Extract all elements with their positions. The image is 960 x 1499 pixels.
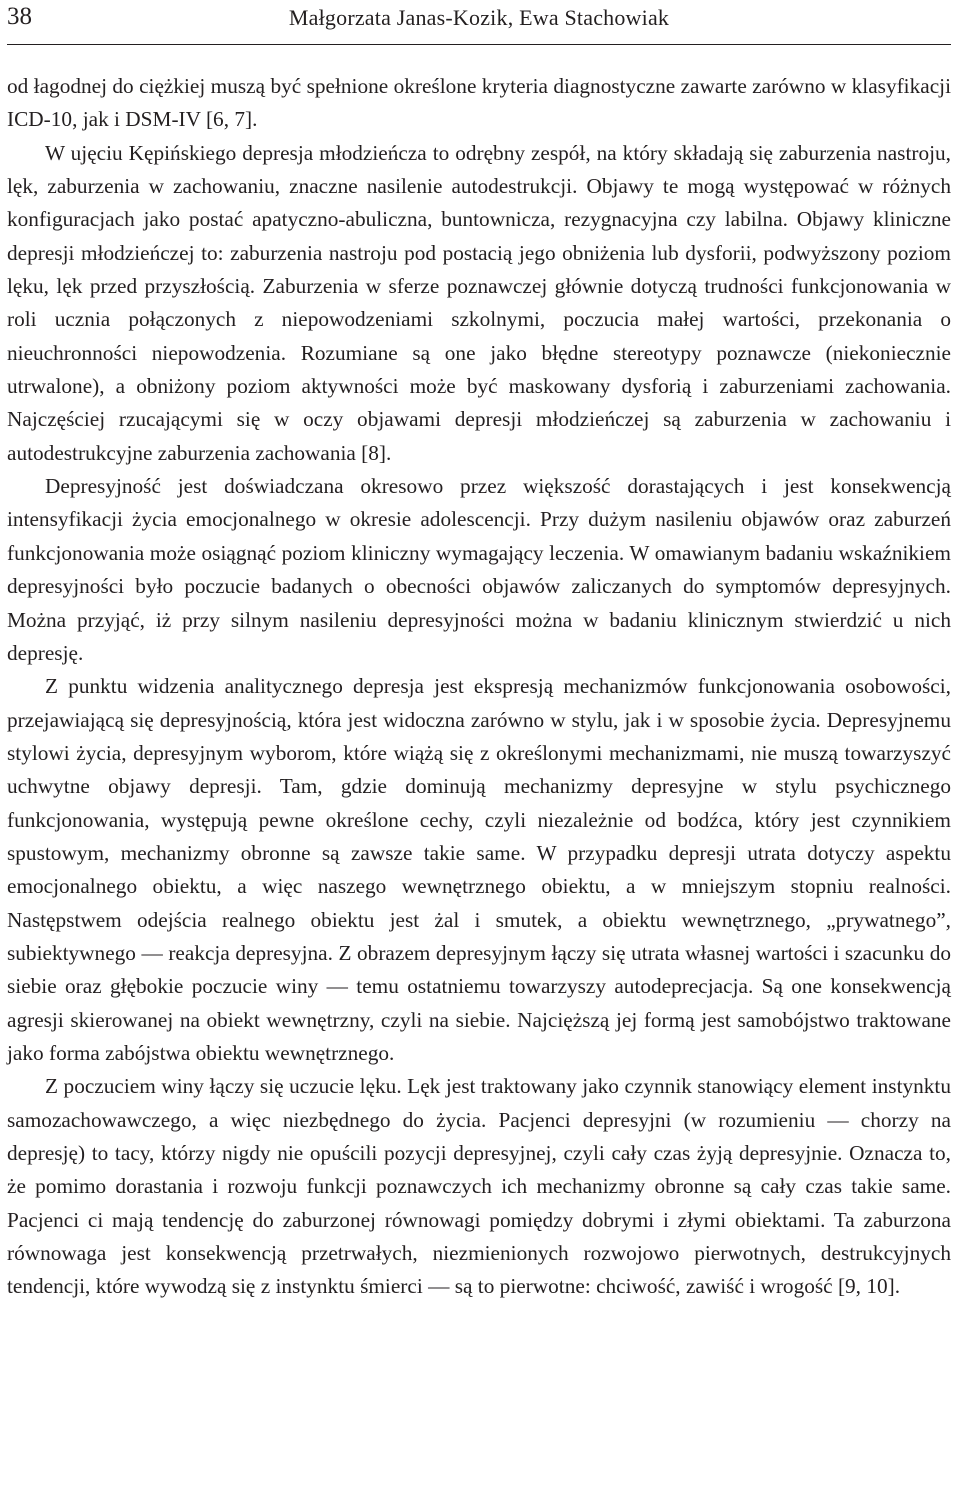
paragraph-depresyjnosc: Depresyjność jest doświadczana okresowo przez większość dorastających i jest konsekwencją intensyfikacji życia emocjonalnego w okresie adolescencji. Przy dużym nasileniu objawów oraz zaburzeń funkcjonowania może osiągnąć poziom kliniczny wymagający leczenia. W omawianym badaniu wskaźnikiem depresyjności było poczucie badanych o obecności objawów zaliczanych do symptomów depresyjnych. Można przyjąć, iż przy silnym nasileniu depresyjności można w badaniu klinicznym stwierdzić u nich depresję. xyxy=(7,474,951,665)
document-page xyxy=(7,0,951,1299)
page-header xyxy=(7,0,951,45)
body-text xyxy=(7,70,951,1304)
paragraph-guilt-anxiety: Z poczuciem winy łączy się uczucie lęku. Lęk jest traktowany jako czynnik stanowiący element instynktu samozachowawczego, a więc niezbędnego do życia. Pacjenci depresyjni (w rozumieniu — chorzy na depresję) to tacy, którzy nigdy nie opuścili pozycji depresyjnej, czyli cały czas żyją depresyjnie. Oznacza to, że pomimo dorastania i rozwoju funkcji poznawczych ich mechanizmy obronne są cały czas takie same. Pacjenci ci mają tendencję do zaburzonej równowagi pomiędzy dobrymi i złymi obiektami. Ta zaburzona równowaga jest konsekwencją przetrwałych, niezmienionych rozwojowo pierwotnych, destrukcyjnych tendencji, które wywodzą się z instynktu śmierci — są to pierwotne: chciwość, zawiść i wrogość [9, 10]. xyxy=(7,1074,951,1299)
paragraph-analytic-view: Z punktu widzenia analitycznego depresja jest ekspresją mechanizmów funkcjonowania osobowości, przejawiającą się depresyjnością, która jest widoczna zarówno w stylu, jak i w sposobie życia. Depresyjnemu stylowi życia, depresyjnym wyborom, które wiążą się z określonymi mechanizmami, nie muszą towarzyszyć uchwytne objawy depresji. Tam, gdzie dominują mechanizmy depresyjne w stylu psychicznego funkcjonowania, występują pewne określone cechy, czyli niezależnie od bodźca, który jest czynnikiem spustowym, mechanizmy obronne są zawsze takie same. W przypadku depresji utrata dotyczy aspektu emocjonalnego obiektu, a więc naszego wewnętrznego obiektu, a w mniejszym stopniu realności. Następstwem odejścia realnego obiektu jest żal i smutek, a obiektu wewnętrznego, „prywatnego”, subiektywnego — reakcja depresyjna. Z obrazem depresyjnym łączy się utrata własnej wartości i szacunku do siebie oraz głębokie poczucie winy — temu ostatniemu towarzyszy autodeprecjacja. Są one konsekwencją agresji skierowanej na obiekt wewnętrzny, czyli na siebie. Najcięższą jej formą jest samobójstwo traktowane jako forma zabójstwa obiektu wewnętrznego. xyxy=(7,674,951,1065)
running-head-authors: Małgorzata Janas-Kozik, Ewa Stachowiak xyxy=(288,5,670,30)
paragraph-kepinski: W ujęciu Kępińskiego depresja młodzieńcza to odrębny zespół, na który składają się zaburzenia nastroju, lęk, zaburzenia w zachowaniu, znaczne nasilenie autodestrukcji. Objawy te mogą występować w różnych konfiguracjach jako postać apatyczno-abuliczna, buntownicza, rezygnacyjna czy labilna. Objawy kliniczne depresji młodzieńczej to: zaburzenia nastroju pod postacią jego obniżenia lub dysforii, podwyższony poziom lęku, lęk przed przyszłością. Zaburzenia w sferze poznawczej głównie dotyczą trudności funkcjonowania w roli ucznia połączonych z niepowodzeniami szkolnymi, poczucia małej wartości, przekonania o nieuchronności niepowodzenia. Rozumiane są one jako błędne stereotypy poznawcze (niekoniecznie utrwalone), a obniżony poziom aktywności może być maskowany dysforią i zaburzeniami zachowania. Najczęściej rzucającymi się w oczy objawami depresji młodzieńczej są zaburzenia w zachowaniu i autodestrukcyjne zaburzenia zachowania [8]. xyxy=(7,140,951,465)
paragraph-continuation: od łagodnej do ciężkiej muszą być spełnione określone kryteria diagnostyczne zawarte zarówno w klasyfikacji ICD-10, jak i DSM-IV [6, 7]. xyxy=(7,74,951,132)
page-number: 38 xyxy=(7,3,32,30)
